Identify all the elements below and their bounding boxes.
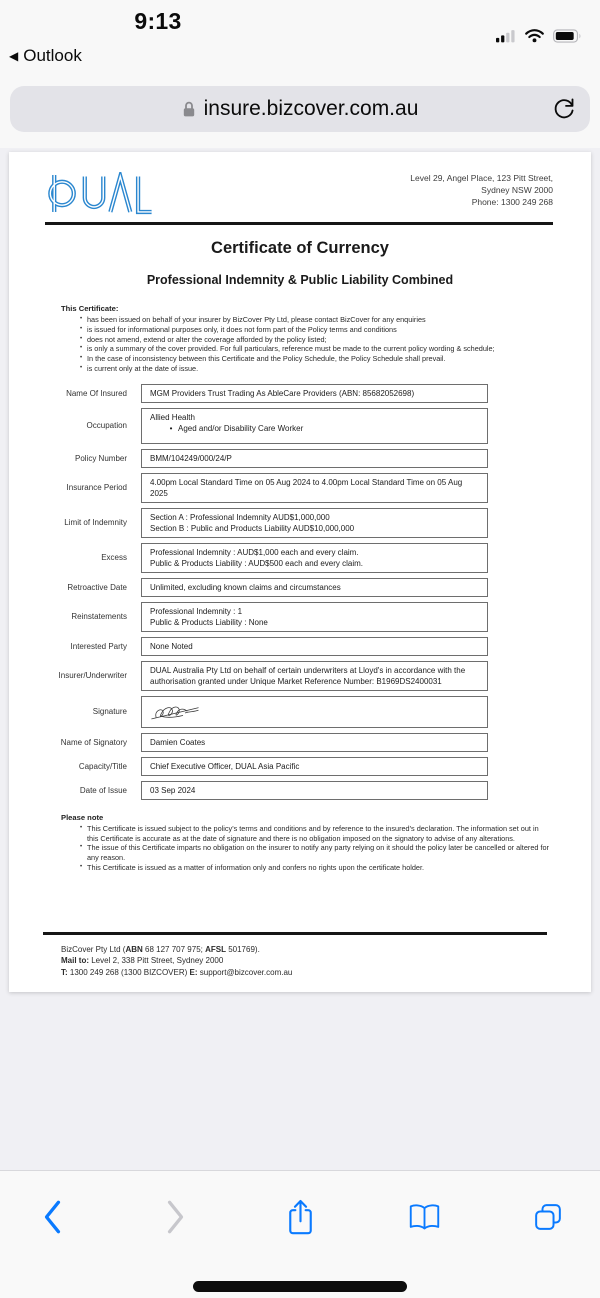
field-value: Section A : Professional Indemnity AUD$1,000,000 Section B : Public and Products Liability AUD$10,000,000 <box>141 508 488 538</box>
policy-details-table <box>9 384 591 800</box>
table-row: Name of Signatory Damien Coates <box>9 733 591 752</box>
wifi-icon <box>524 28 545 43</box>
field-value: None Noted <box>141 637 488 656</box>
back-to-app-label: Outlook <box>23 46 82 65</box>
field-value <box>141 696 488 728</box>
page-content <box>0 148 600 1094</box>
table-row: Capacity/Title Chief Executive Officer, DUAL Asia Pacific <box>9 757 591 776</box>
footer-rule <box>43 932 547 935</box>
table-row: Name Of Insured MGM Providers Trust Trading As AbleCare Providers (ABN: 85682052698) <box>9 384 591 403</box>
address-bar[interactable] <box>10 86 590 132</box>
back-to-app-link[interactable] <box>9 46 82 66</box>
forward-button[interactable] <box>156 1197 196 1237</box>
field-value: Professional Indemnity : AUD$1,000 each and every claim. Public & Products Liability : AUD$500 each and every claim. <box>141 543 488 573</box>
certificate-bullet: • has been issued on behalf of your insurer by BizCover Pty Ltd, please contact BizCover for any enquiries <box>79 315 426 324</box>
url-text: insure.bizcover.com.au <box>203 97 419 120</box>
home-indicator[interactable] <box>193 1281 407 1292</box>
this-certificate-section <box>61 304 551 374</box>
tabs-icon[interactable] <box>528 1197 568 1237</box>
table-row: Excess Professional Indemnity : AUD$1,000 each and every claim. Public & Products Liability : AUD$500 each and every claim. <box>9 543 591 573</box>
browser-chrome-top <box>0 76 600 148</box>
table-row: Interested Party None Noted <box>9 637 591 656</box>
back-button[interactable] <box>32 1197 72 1237</box>
status-bar <box>0 0 600 76</box>
certificate-bullet: • does not amend, extend or alter the coverage afforded by the policy listed; <box>79 334 327 344</box>
dual-logo <box>45 172 153 215</box>
footer-line-company: BizCover Pty Ltd (ABN 68 127 707 975; AFSL 501769). <box>61 944 260 954</box>
header-rule <box>45 222 553 225</box>
certificate-bullet: • is only a summary of the cover provided. For full particulars, reference must be made to the current policy wording & schedule; <box>79 344 495 354</box>
safari-toolbar <box>0 1170 600 1298</box>
table-row: Occupation Allied Health • Aged and/or Disability Care Worker <box>9 408 591 444</box>
table-row: Signature <box>9 696 591 728</box>
table-row: Policy Number BMM/104249/000/24/P <box>9 449 591 468</box>
document-footer <box>43 932 547 978</box>
field-value: Professional Indemnity : 1 Public & Products Liability : None <box>141 602 488 632</box>
this-certificate-heading: This Certificate: <box>61 304 119 313</box>
table-row: Insurance Period 4.00pm Local Standard Time on 05 Aug 2024 to 4.00pm Local Standard Time on 05 Aug 2025 <box>9 473 591 503</box>
clock: 9:13 <box>134 8 182 34</box>
field-value: DUAL Australia Pty Ltd on behalf of certain underwriters at Lloyd's in accordance with the authorisation granted under Unique Market Reference Number: B1969DS2400031 <box>141 661 488 691</box>
certificate-bullet: • In the case of inconsistency between this Certificate and the Policy Schedule, the Policy Schedule shall prevail. <box>79 354 446 364</box>
field-value: Damien Coates <box>141 733 488 752</box>
document-subtitle: Professional Indemnity & Public Liability Combined <box>146 273 454 287</box>
lock-icon <box>182 100 196 118</box>
note-bullet: • This Certificate is issued as a matter of information only and confers no rights upon the certificate holder. <box>79 862 425 872</box>
table-row: Date of Issue 03 Sep 2024 <box>9 781 591 800</box>
insurer-address: Level 29, Angel Place, 123 Pitt Street, Sydney NSW 2000 Phone: 1300 249 268 <box>410 173 553 207</box>
please-note-heading: Please note <box>61 812 104 822</box>
field-value: Unlimited, excluding known claims and circumstances <box>141 578 488 597</box>
signal-icon <box>496 29 516 43</box>
field-value: Allied Health • Aged and/or Disability Care Worker <box>141 408 488 444</box>
table-row: Limit of Indemnity Section A : Professional Indemnity AUD$1,000,000 Section B : Public and Products Liability AUD$10,000,000 <box>9 508 591 538</box>
field-value: Chief Executive Officer, DUAL Asia Pacific <box>141 757 488 776</box>
note-bullet: • The issue of this Certificate imparts no obligation on the insurer to notify any party relying on it should the policy later be cancelled or altered for any reason. <box>79 843 549 863</box>
battery-icon <box>553 29 582 43</box>
document-title: Certificate of Currency <box>211 239 389 257</box>
certificate-document <box>9 152 591 992</box>
field-value: 4.00pm Local Standard Time on 05 Aug 2024 to 4.00pm Local Standard Time on 05 Aug 2025 <box>141 473 488 503</box>
footer-line-mail: Mail to: Level 2, 338 Pitt Street, Sydney 2000 <box>61 956 224 965</box>
field-value: 03 Sep 2024 <box>141 781 488 800</box>
signature-image <box>150 700 212 724</box>
certificate-bullet: • is current only at the date of issue. <box>79 363 199 373</box>
please-note-section <box>61 813 551 873</box>
note-bullet: • This Certificate is issued subject to the policy's terms and conditions and by reference to the insured's declaration. The information set out in this Certificate is accurate as at the date of signature and there is no obligation imposed on the signatory to advise of any alterations. <box>79 823 539 843</box>
field-value: BMM/104249/000/24/P <box>141 449 488 468</box>
table-row: Insurer/Underwriter DUAL Australia Pty Ltd on behalf of certain underwriters at Lloyd's in accordance with the authorisation granted under Unique Market Reference Number: B1969DS2400031 <box>9 661 591 691</box>
certificate-bullet: • is issued for informational purposes only, it does not form part of the Policy terms and conditions <box>79 324 397 334</box>
table-row: Retroactive Date Unlimited, excluding known claims and circumstances <box>9 578 591 597</box>
back-triangle-icon: ◀ <box>9 48 19 63</box>
field-value: MGM Providers Trust Trading As AbleCare Providers (ABN: 85682052698) <box>141 384 488 403</box>
bookmarks-icon[interactable] <box>404 1197 444 1237</box>
reload-button[interactable] <box>552 97 576 121</box>
footer-line-contact: T: 1300 249 268 (1300 BIZCOVER) E: support@bizcover.com.au <box>61 967 293 977</box>
table-row: Reinstatements Professional Indemnity : 1 Public & Products Liability : None <box>9 602 591 632</box>
share-icon[interactable] <box>280 1197 320 1237</box>
